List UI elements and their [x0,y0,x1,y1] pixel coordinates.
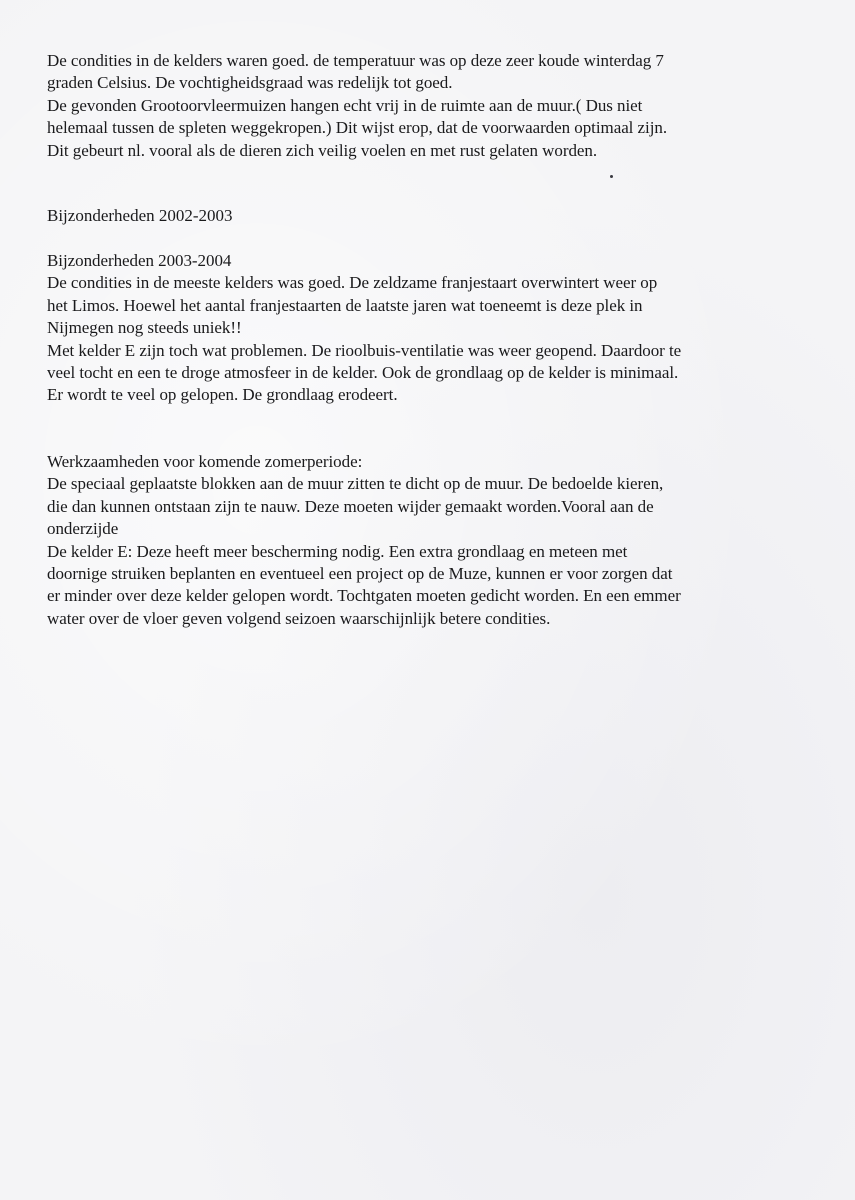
text-line: veel tocht en een te droge atmosfeer in de kelder. Ook de grondlaag op de kelder is minimaal. [47,363,679,383]
scan-speck [610,175,613,178]
intro-paragraph [47,50,837,162]
text-line: De kelder E: Deze heeft meer bescherming nodig. Een extra grondlaag en meteen met [47,541,628,561]
section-werkzaamheden [47,451,837,630]
text-line: doornige struiken beplanten en eventueel een project op de Muze, kunnen er voor zorgen dat [47,564,673,584]
text-line: De gevonden Grootoorvleermuizen hangen echt vrij in de ruimte aan de muur.( Dus niet [47,95,643,115]
text-line: De speciaal geplaatste blokken aan de muur zitten te dicht op de muur. De bedoelde kieren, [47,474,664,494]
text-line: onderzijde [47,519,119,539]
heading-werkzaamheden: Werkzaamheden voor komende zomerperiode: [47,452,363,471]
text-line: Nijmegen nog steeds uniek!! [47,318,242,338]
text-line: er minder over deze kelder gelopen wordt. Tochtgaten moeten gedicht worden. En een emmer [47,586,681,606]
text-line: het Limos. Hoewel het aantal franjestaarten de laatste jaren wat toeneemt is deze plek in [47,295,643,315]
text-line: Met kelder E zijn toch wat problemen. De rioolbuis-ventilatie was weer geopend. Daardoor te [47,340,682,360]
heading-2002-2003: Bijzonderheden 2002-2003 [47,206,233,225]
text-line: De condities in de meeste kelders was goed. De zeldzame franjestaart overwintert weer op [47,273,658,293]
text-line: De condities in de kelders waren goed. de temperatuur was op deze zeer koude winterdag 7 [47,51,664,70]
text-line: Er wordt te veel op gelopen. De grondlaag erodeert. [47,385,398,405]
section-2003-2004 [47,250,837,407]
text-line: helemaal tussen de spleten weggekropen.) Dit wijst erop, dat de voorwaarden optimaal zijn. [47,118,668,138]
text-line: Dit gebeurt nl. vooral als de dieren zich veilig voelen en met rust gelaten worden. [47,140,598,160]
text-line: graden Celsius. De vochtigheidsgraad was redelijk tot goed. [47,73,453,93]
text-line: die dan kunnen ontstaan zijn te nauw. Deze moeten wijder gemaakt worden.Vooral aan de [47,496,654,516]
heading-2003-2004: Bijzonderheden 2003-2004 [47,251,232,270]
text-line: water over de vloer geven volgend seizoen waarschijnlijk betere condities. [47,608,551,628]
